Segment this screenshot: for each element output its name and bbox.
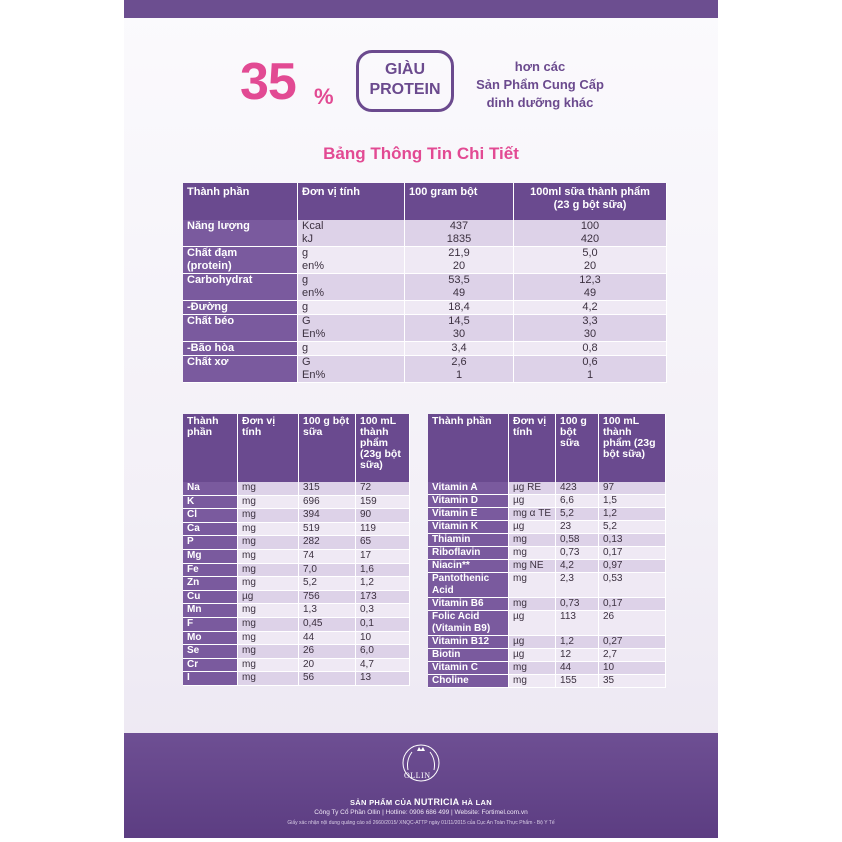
unit-cell: µg — [509, 636, 556, 649]
percent-sign: % — [314, 84, 334, 109]
protein-badge — [356, 50, 454, 112]
value-100g: 23 — [556, 521, 599, 534]
header-100ml-line2: (23 g bột sữa) — [553, 199, 627, 211]
value-100g: 0,73 — [556, 547, 599, 560]
unit-cell: mg — [238, 577, 299, 591]
value-100g: 26 — [299, 645, 356, 659]
percent-value: 35 — [240, 53, 296, 111]
row-label: Vitamin A — [428, 482, 509, 495]
unit-cell: mg — [238, 522, 299, 536]
value-100ml: 173 — [356, 590, 410, 604]
row-label: F — [183, 617, 238, 631]
value-100ml-2: 420 — [580, 233, 600, 245]
row-label: Biotin — [428, 649, 509, 662]
header-100g: 100 g bột sữa — [299, 414, 356, 482]
value-100g: 6,6 — [556, 495, 599, 508]
value-100g: 56 — [299, 672, 356, 686]
value-100ml — [514, 247, 667, 274]
header-unit: Đơn vị tính — [298, 183, 405, 220]
header-100ml: 100 mL thành phẩm (23g bột sữa) — [599, 414, 666, 482]
value-100g: 20 — [299, 658, 356, 672]
row-label: Mg — [183, 549, 238, 563]
badge-line-2: PROTEIN — [369, 81, 441, 98]
row-label: Na — [183, 482, 238, 495]
unit-cell: mg — [238, 604, 299, 618]
row-label: Cr — [183, 658, 238, 672]
unit-1: g — [302, 247, 309, 259]
value-100ml: 1,2 — [599, 508, 666, 521]
unit-cell: mg — [238, 549, 299, 563]
unit-cell: mg — [238, 658, 299, 672]
table-row — [183, 315, 667, 342]
row-name: Chất đạm — [187, 247, 238, 259]
row-label: Vitamin C — [428, 662, 509, 675]
header-unit: Đơn vị tính — [509, 414, 556, 482]
row-label — [183, 315, 298, 342]
unit-cell: mg — [238, 536, 299, 550]
footer-product-line — [0, 797, 842, 807]
table-row — [183, 247, 667, 274]
row-label: Fe — [183, 563, 238, 577]
value-100g: 5,2 — [556, 508, 599, 521]
table-row — [428, 573, 666, 598]
unit-cell: mg — [238, 563, 299, 577]
row-label: I — [183, 672, 238, 686]
value-100ml: 0,13 — [599, 534, 666, 547]
unit-cell — [298, 301, 405, 315]
table-row — [428, 521, 666, 534]
row-label: Choline — [428, 675, 509, 688]
row-label: Se — [183, 645, 238, 659]
value-100ml-1: 12,3 — [579, 274, 601, 286]
unit-cell: mg α TE — [509, 508, 556, 521]
unit-1: G — [302, 315, 311, 327]
nutrition-table — [183, 183, 667, 383]
unit-cell — [298, 356, 405, 383]
unit-cell: mg — [509, 598, 556, 611]
table-row — [183, 577, 410, 591]
value-100ml: 1,6 — [356, 563, 410, 577]
value-100g: 12 — [556, 649, 599, 662]
row-label: Pantothenic Acid — [428, 573, 509, 598]
row-label: K — [183, 495, 238, 509]
unit-cell: mg — [238, 509, 299, 523]
value-100g-1: 53,5 — [448, 274, 470, 286]
row-label: Vitamin K — [428, 521, 509, 534]
value-100ml: 0,1 — [356, 617, 410, 631]
row-label: P — [183, 536, 238, 550]
value-100ml: 0,27 — [599, 636, 666, 649]
value-100g: 315 — [299, 482, 356, 495]
value-100ml-1: 5,0 — [582, 247, 598, 259]
value-100g-1: 3,4 — [451, 342, 467, 354]
value-100g: 74 — [299, 549, 356, 563]
value-100g-2: 30 — [452, 328, 466, 340]
value-100g: 423 — [556, 482, 599, 495]
value-100g: 1,3 — [299, 604, 356, 618]
value-100g-2: 1835 — [446, 233, 472, 245]
value-100g: 394 — [299, 509, 356, 523]
row-label: Mn — [183, 604, 238, 618]
value-100g: 5,2 — [299, 577, 356, 591]
badge-line-1: GIÀU — [385, 61, 425, 78]
value-100g: 0,58 — [556, 534, 599, 547]
value-100ml — [514, 315, 667, 342]
value-100ml-1: 100 — [580, 220, 600, 232]
unit-cell — [298, 342, 405, 356]
table-row — [183, 658, 410, 672]
value-100ml — [514, 356, 667, 383]
value-100g: 2,3 — [556, 573, 599, 598]
value-100g: 7,0 — [299, 563, 356, 577]
footer-prefix: SẢN PHẨM CỦA — [350, 798, 412, 807]
row-label: Mo — [183, 631, 238, 645]
value-100ml: 0,17 — [599, 598, 666, 611]
table-row — [428, 611, 666, 636]
table-row — [183, 509, 410, 523]
footer-contact: Công Ty Cổ Phần Ollin | Hotline: 0906 686 499 | Website: Fortimel.com.vn — [314, 809, 528, 816]
table-row — [428, 508, 666, 521]
row-label — [183, 220, 298, 247]
unit-2: kJ — [302, 233, 313, 245]
row-label: Cu — [183, 590, 238, 604]
row-label: Cl — [183, 509, 238, 523]
table-header-row — [428, 414, 666, 482]
value-100ml: 35 — [599, 675, 666, 688]
table-row — [183, 220, 667, 247]
table-row — [428, 662, 666, 675]
value-100ml: 10 — [599, 662, 666, 675]
table-row — [428, 495, 666, 508]
unit-cell: µg RE — [509, 482, 556, 495]
header-component: Thành phần — [183, 414, 238, 482]
unit-1: G — [302, 356, 311, 368]
value-100g: 0,73 — [556, 598, 599, 611]
value-100ml: 90 — [356, 509, 410, 523]
value-100g-1: 18,4 — [448, 301, 470, 313]
row-label: Thiamin — [428, 534, 509, 547]
row-label — [183, 342, 298, 356]
header-100ml-line1: 100ml sữa thành phẩm — [530, 186, 650, 198]
value-100g: 282 — [299, 536, 356, 550]
logo-text: OLLIN — [404, 771, 431, 780]
value-100ml: 13 — [356, 672, 410, 686]
value-100ml: 97 — [599, 482, 666, 495]
value-100g-2: 20 — [452, 260, 466, 272]
top-band — [124, 0, 718, 18]
vitamin-table — [428, 414, 666, 688]
table-header-row — [183, 414, 410, 482]
unit-cell — [298, 220, 405, 247]
row-label: Vitamin B6 — [428, 598, 509, 611]
value-100ml: 65 — [356, 536, 410, 550]
claim-line-3: dinh dưỡng khác — [486, 95, 594, 110]
claim-text — [460, 58, 620, 112]
unit-cell: µg — [509, 611, 556, 636]
value-100ml: 4,7 — [356, 658, 410, 672]
row-name: Carbohydrat — [187, 274, 253, 286]
table-row — [183, 356, 667, 383]
table-row — [183, 549, 410, 563]
unit-2: En% — [302, 328, 326, 340]
value-100g: 756 — [299, 590, 356, 604]
row-label: Vitamin D — [428, 495, 509, 508]
unit-cell — [298, 274, 405, 301]
value-100ml: 72 — [356, 482, 410, 495]
row-label: Ca — [183, 522, 238, 536]
unit-cell: µg — [509, 521, 556, 534]
unit-cell: mg NE — [509, 560, 556, 573]
value-100g — [405, 301, 514, 315]
value-100ml-1: 4,2 — [582, 301, 598, 313]
row-name: Năng lượng — [187, 220, 250, 232]
table-row — [183, 495, 410, 509]
row-label: Riboflavin — [428, 547, 509, 560]
row-label: Zn — [183, 577, 238, 591]
value-100ml-2: 49 — [583, 287, 597, 299]
unit-cell: mg — [509, 675, 556, 688]
unit-cell: mg — [509, 662, 556, 675]
unit-cell: mg — [238, 631, 299, 645]
unit-1: Kcal — [302, 220, 324, 232]
header-100ml: 100 mL thành phẩm (23g bột sữa) — [356, 414, 410, 482]
value-100ml-1: 0,8 — [582, 342, 598, 354]
table-row — [428, 636, 666, 649]
value-100ml: 159 — [356, 495, 410, 509]
unit-cell: mg — [238, 617, 299, 631]
value-100g-2: 49 — [452, 287, 466, 299]
row-label — [183, 301, 298, 315]
table-row — [183, 617, 410, 631]
header-component: Thành phần — [428, 414, 509, 482]
value-100g-1: 14,5 — [448, 315, 470, 327]
row-label: Niacin** — [428, 560, 509, 573]
value-100ml-1: 0,6 — [582, 356, 598, 368]
unit-cell: mg — [238, 495, 299, 509]
table-row — [428, 649, 666, 662]
value-100ml-2: 1 — [586, 369, 594, 381]
unit-1: g — [302, 342, 309, 354]
value-100ml-1: 3,3 — [582, 315, 598, 327]
unit-cell: mg — [238, 645, 299, 659]
value-100g: 4,2 — [556, 560, 599, 573]
table-header-row — [183, 183, 667, 220]
row-name: Chất béo — [187, 315, 235, 327]
table-row — [183, 274, 667, 301]
unit-1: g — [302, 274, 309, 286]
unit-cell: µg — [509, 649, 556, 662]
value-100g-1: 437 — [449, 220, 469, 232]
value-100g: 155 — [556, 675, 599, 688]
unit-cell: mg — [238, 482, 299, 495]
table-row — [183, 604, 410, 618]
footer-brand: NUTRICIA — [414, 797, 460, 807]
table-row — [428, 560, 666, 573]
value-100ml: 119 — [356, 522, 410, 536]
unit-cell: µg — [238, 590, 299, 604]
header-unit: Đơn vị tính — [238, 414, 299, 482]
value-100ml: 0,3 — [356, 604, 410, 618]
row-name: Chất xơ — [187, 356, 229, 368]
unit-2: en% — [302, 287, 325, 299]
value-100g — [405, 274, 514, 301]
table-row — [428, 482, 666, 495]
table-row — [183, 536, 410, 550]
value-100ml: 0,53 — [599, 573, 666, 598]
row-label — [183, 356, 298, 383]
value-100ml: 1,2 — [356, 577, 410, 591]
value-100ml: 1,5 — [599, 495, 666, 508]
row-label: Vitamin B12 — [428, 636, 509, 649]
claim-line-1: hơn các — [514, 59, 566, 74]
table-row — [183, 672, 410, 686]
table-row — [183, 522, 410, 536]
value-100g: 0,45 — [299, 617, 356, 631]
header-component: Thành phần — [183, 183, 298, 220]
table-row — [428, 598, 666, 611]
unit-2: en% — [302, 260, 325, 272]
table-row — [428, 675, 666, 688]
value-100g: 44 — [556, 662, 599, 675]
table-row — [183, 342, 667, 356]
unit-1: g — [302, 301, 309, 313]
header-100g: 100 gram bột — [405, 183, 514, 220]
value-100g: 1,2 — [556, 636, 599, 649]
table-row — [183, 631, 410, 645]
value-100ml — [514, 274, 667, 301]
value-100g-1: 21,9 — [448, 247, 470, 259]
unit-cell: mg — [509, 534, 556, 547]
unit-cell: µg — [509, 495, 556, 508]
value-100ml — [514, 220, 667, 247]
table-row — [183, 563, 410, 577]
row-name-2: (protein) — [187, 260, 232, 272]
table-row — [183, 590, 410, 604]
value-100g: 113 — [556, 611, 599, 636]
value-100ml: 0,97 — [599, 560, 666, 573]
value-100g: 44 — [299, 631, 356, 645]
value-100ml-2: 20 — [583, 260, 597, 272]
unit-cell: mg — [509, 547, 556, 560]
value-100g-2: 1 — [455, 369, 463, 381]
value-100g-1: 2,6 — [451, 356, 467, 368]
value-100g: 696 — [299, 495, 356, 509]
value-100g — [405, 342, 514, 356]
value-100ml: 2,7 — [599, 649, 666, 662]
row-name: -Bão hòa — [187, 342, 235, 354]
header-100g: 100 g bột sữa — [556, 414, 599, 482]
value-100ml: 5,2 — [599, 521, 666, 534]
table-row — [428, 547, 666, 560]
value-100g: 519 — [299, 522, 356, 536]
row-label: Folic Acid (Vitamin B9) — [428, 611, 509, 636]
value-100g — [405, 315, 514, 342]
unit-cell: mg — [238, 672, 299, 686]
value-100ml: 17 — [356, 549, 410, 563]
row-name: -Đường — [187, 301, 228, 313]
row-label — [183, 274, 298, 301]
table-row — [183, 482, 410, 495]
table-row — [183, 645, 410, 659]
value-100g — [405, 356, 514, 383]
unit-cell — [298, 315, 405, 342]
value-100ml — [514, 342, 667, 356]
header-100ml — [514, 183, 667, 220]
row-label: Vitamin E — [428, 508, 509, 521]
row-label — [183, 247, 298, 274]
value-100ml: 0,17 — [599, 547, 666, 560]
table-row — [183, 301, 667, 315]
value-100g — [405, 220, 514, 247]
claim-line-2: Sản Phẩm Cung Cấp — [476, 77, 604, 92]
footer-suffix: HÀ LAN — [461, 798, 492, 807]
footer-license: Giấy xác nhận nội dung quảng cáo số 2660/2015/ XNQC-ATTP ngày 01/11/2015 của Cục An Toàn Thực Phẩm - Bộ Y Tế — [287, 820, 555, 826]
value-100ml: 10 — [356, 631, 410, 645]
value-100ml-2: 30 — [583, 328, 597, 340]
section-title: Bảng Thông Tin Chi Tiết — [323, 144, 519, 163]
value-100ml: 6,0 — [356, 645, 410, 659]
unit-2: En% — [302, 369, 326, 381]
value-100g — [405, 247, 514, 274]
value-100ml — [514, 301, 667, 315]
unit-cell — [298, 247, 405, 274]
unit-cell: mg — [509, 573, 556, 598]
mineral-table — [183, 414, 410, 686]
table-row — [428, 534, 666, 547]
value-100ml: 26 — [599, 611, 666, 636]
